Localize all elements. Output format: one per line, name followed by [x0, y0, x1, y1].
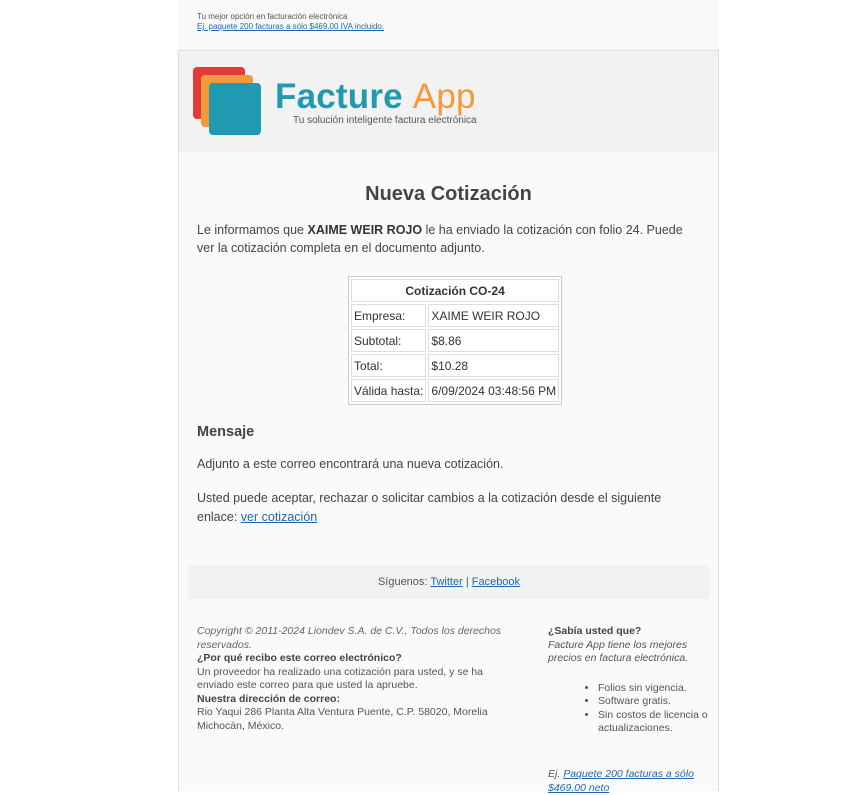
social-bar — [188, 565, 710, 599]
address-text: Rio Yaqui 286 Planta Alta Ventura Puente, C.P. 58020, Morelia Michocán, México. — [197, 706, 488, 732]
why-answer: Un proveedor ha realizado una cotización para usted, y se ha enviado este correo para que usted la apruebe. — [197, 665, 484, 691]
brand-tagline: Tu solución inteligente factura electrónica — [293, 115, 477, 126]
why-question: ¿Por qué recibo este correo electrónico? — [197, 652, 402, 664]
preheader — [179, 0, 719, 50]
list-item: • Sin costos de licencia o actualizaciones. — [598, 709, 708, 736]
package-offer-link[interactable]: Paquete 200 facturas a sólo $469.00 neto — [548, 768, 694, 794]
quote-table-header: Cotización CO-24 — [351, 279, 559, 302]
quote-value: $10.28 — [428, 354, 559, 377]
quote-label: Subtotal: — [351, 329, 426, 352]
address-question: Nuestra dirección de correo: — [197, 692, 340, 705]
table-row — [351, 354, 559, 377]
view-quote-link[interactable]: ver cotización — [240, 510, 318, 524]
benefits-list — [548, 682, 708, 736]
quote-value: 6/09/2024 03:48:56 PM — [428, 379, 559, 402]
message-paragraph-2 — [197, 489, 677, 527]
email-header — [179, 51, 718, 152]
brand-name — [275, 77, 476, 117]
intro-suffix: le ha enviado la cotización con folio 24. Puede ver la cotización completa en el documento adjunto. — [197, 223, 683, 255]
package-offer-label: Ej. — [548, 768, 561, 780]
email-title: Nueva Cotización — [365, 183, 532, 205]
quote-label: Válida hasta: — [351, 379, 426, 402]
brand-name-part2: App — [412, 77, 476, 116]
did-you-know-title: ¿Sabía usted que? — [548, 625, 642, 637]
footer-left — [197, 625, 517, 733]
preheader-text: Tu mejor opción en facturación electrónica — [197, 12, 348, 21]
preheader-offer-link[interactable]: Ej. paquete 200 facturas a sólo $469.00 IVA incluido. — [197, 22, 385, 31]
social-label: Síguenos: — [377, 576, 428, 588]
list-item: • Software gratis. — [598, 695, 708, 709]
message-title: Mensaje — [197, 424, 255, 440]
message-paragraph-2-text: Usted puede aceptar, rechazar o solicitar cambios a la cotización desde el siguiente enlace: — [197, 491, 662, 524]
quote-value: XAIME WEIR ROJO — [428, 304, 559, 327]
twitter-link[interactable]: Twitter — [430, 576, 463, 588]
table-row — [351, 379, 559, 402]
copyright-text: Copyright © 2011-2024 Liondev S.A. de C.V., Todos los derechos reservados. — [197, 625, 502, 651]
message-paragraph-1: Adjunto a este correo encontrará una nueva cotización. — [197, 457, 504, 471]
intro-prefix: Le informamos que — [197, 223, 305, 237]
table-row — [351, 304, 559, 327]
sender-name: XAIME WEIR ROJO — [307, 223, 423, 237]
quote-table — [348, 276, 562, 405]
did-you-know-text: Facture App tiene los mejores precios en factura electrónica. — [548, 638, 689, 664]
brand-name-part1: Facture — [275, 77, 403, 116]
footer-right — [548, 625, 708, 794]
facture-app-logo-icon — [193, 67, 263, 137]
intro-paragraph — [197, 221, 697, 257]
social-separator: | — [465, 576, 469, 588]
quote-label: Empresa: — [351, 304, 426, 327]
list-item: • Folios sin vigencia. — [598, 682, 708, 696]
facebook-link[interactable]: Facebook — [471, 576, 521, 588]
email-container — [178, 50, 719, 794]
quote-value: $8.86 — [428, 329, 559, 352]
table-row — [351, 329, 559, 352]
quote-label: Total: — [351, 354, 426, 377]
